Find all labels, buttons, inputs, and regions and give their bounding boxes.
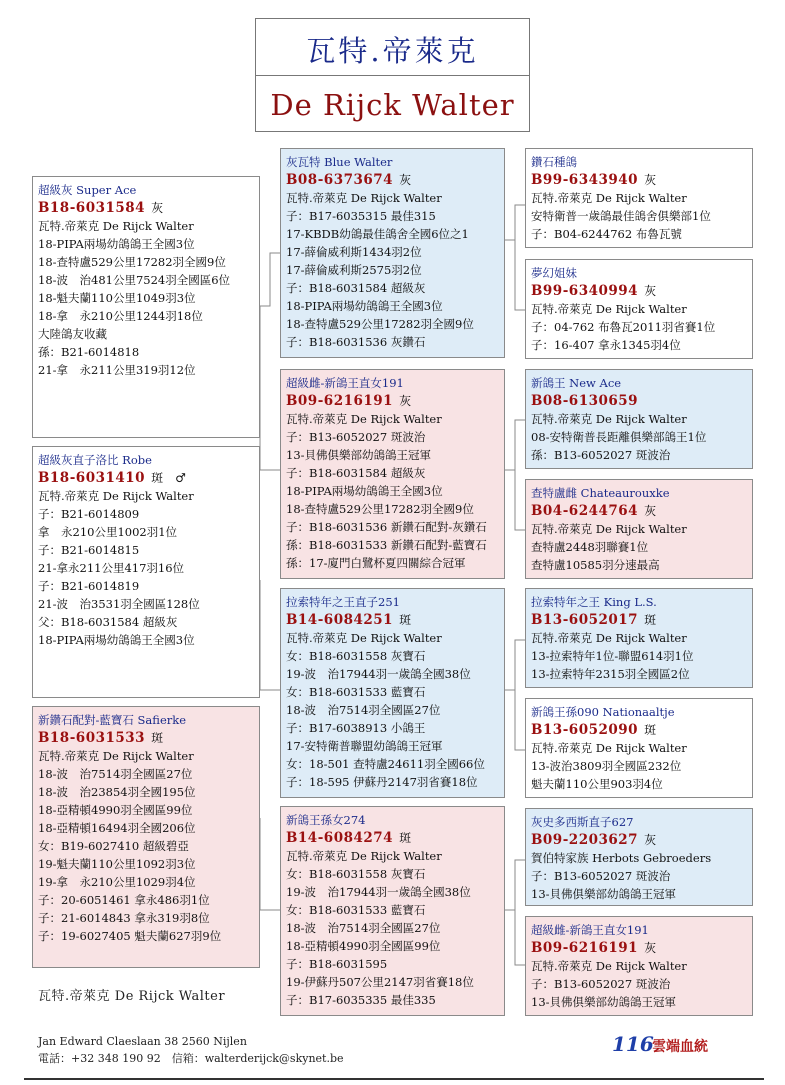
- card-ring-number: B13-6052017: [531, 612, 639, 628]
- pedigree-card-ggm-3: [525, 698, 753, 798]
- card-line: 17-KBDB幼鴿最佳鴿舍全國6位之1: [286, 227, 469, 241]
- card-line: 13-貝佛俱樂部幼鴿鴿王冠軍: [531, 995, 677, 1009]
- card-line: 08-安特衛普長距離俱樂部鴿王1位: [531, 430, 707, 444]
- card-ring-number: B09-6216191: [286, 393, 394, 409]
- pedigree-card-grandfather-paternal: [280, 148, 505, 358]
- card-pigeon-name: 夢幻姐妹: [531, 266, 577, 280]
- title-chinese: 瓦特.帝萊克: [256, 27, 529, 76]
- card-pigeon-name: 拉索特年之王直子251: [286, 595, 400, 609]
- card-pigeon-name: 超級雌-新鴿王直女191: [531, 923, 649, 937]
- card-color: 灰: [644, 173, 657, 187]
- card-line: 查特盧2448羽聯賽1位: [531, 540, 649, 554]
- card-color: 斑 ♂: [151, 471, 186, 485]
- card-line: 子：21-6014843 拿永319羽8位: [38, 911, 210, 925]
- card-line: 子：B17-6038913 小鴿王: [286, 721, 426, 735]
- card-line: 孫：17-廈門白鷺杯夏四關綜合冠軍: [286, 556, 466, 570]
- card-line: 子：B18-6031584 超級灰: [286, 281, 426, 295]
- pedigree-card-ggm-1: [525, 259, 753, 359]
- footer-breeder-name: 瓦特.帝萊克 De Rijck Walter: [38, 989, 226, 1004]
- card-line: 子：20-6051461 拿永486羽1位: [38, 893, 210, 907]
- card-pigeon-name: 新鴿王 New Ace: [531, 376, 622, 390]
- card-line: 18-PIPA兩場幼鴿鴿王全國3位: [38, 237, 195, 251]
- card-ring-number: B09-6216191: [531, 940, 639, 956]
- card-pigeon-name: 拉索特年之王 King L.S.: [531, 595, 657, 609]
- card-line: 子：B18-6031536 新鑽石配對-灰鑽石: [286, 520, 487, 534]
- card-line: 子：16-407 拿永1345羽4位: [531, 338, 681, 352]
- pedigree-card-ggf-4: [525, 808, 753, 906]
- card-pigeon-name: 灰史多西斯直子627: [531, 815, 634, 829]
- pedigree-card-subject: [32, 446, 260, 698]
- pedigree-card-subject-father: [32, 176, 260, 438]
- card-line: 18-查特盧529公里17282羽全國9位: [38, 255, 226, 269]
- card-line: 13-拉索特年1位-聯盟614羽1位: [531, 649, 694, 663]
- card-pigeon-name: 超級灰直子洛比 Robe: [38, 453, 152, 467]
- card-line: 21-波 治3531羽全國區128位: [38, 597, 200, 611]
- card-ring-number: B08-6130659: [531, 393, 639, 409]
- card-line: 18-查特盧529公里17282羽全國9位: [286, 502, 474, 516]
- card-line: 賀伯特家族 Herbots Gebroeders: [531, 851, 712, 865]
- card-color: 斑: [644, 613, 657, 627]
- card-line: 瓦特.帝萊克 De Rijck Walter: [286, 191, 442, 205]
- card-color: 灰: [644, 504, 657, 518]
- pedigree-card-ggm-2: [525, 479, 753, 579]
- card-color: 斑: [644, 723, 657, 737]
- card-line: 18-亞精頓16494羽全國206位: [38, 821, 196, 835]
- card-line: 大陸鴿友收藏: [38, 327, 107, 341]
- card-pigeon-name: 新鴿王孫女274: [286, 813, 366, 827]
- card-line: 瓦特.帝萊克 De Rijck Walter: [531, 191, 687, 205]
- card-line: 18-查特盧529公里17282羽全國9位: [286, 317, 474, 331]
- card-color: 灰: [399, 173, 412, 187]
- card-line: 18-波 治7514羽全國區27位: [38, 767, 193, 781]
- card-ring-number: B14-6084274: [286, 830, 394, 846]
- card-pigeon-name: 鑽石種鴿: [531, 155, 577, 169]
- card-line: 瓦特.帝萊克 De Rijck Walter: [531, 522, 687, 536]
- card-line: 子：B13-6052027 斑波治: [286, 430, 426, 444]
- pedigree-card-grandfather-maternal: [280, 588, 505, 798]
- card-line: 17-薛倫威利斯2575羽2位: [286, 263, 422, 277]
- card-line: 瓦特.帝萊克 De Rijck Walter: [286, 631, 442, 645]
- card-color: 斑: [151, 731, 164, 745]
- card-line: 瓦特.帝萊克 De Rijck Walter: [38, 219, 194, 233]
- card-line: 子：B13-6052027 斑波治: [531, 977, 671, 991]
- card-line: 18-PIPA兩場幼鴿鴿王全國3位: [38, 633, 195, 647]
- card-line: 瓦特.帝萊克 De Rijck Walter: [286, 849, 442, 863]
- card-line: 孫：B13-6052027 斑波治: [531, 448, 671, 462]
- card-line: 17-安特衛普聯盟幼鴿鴿王冠軍: [286, 739, 443, 753]
- pedigree-card-grandmother-maternal: [280, 806, 505, 1016]
- card-line: 子：B17-6035315 最佳315: [286, 209, 436, 223]
- card-line: 18-亞精頓4990羽全國區99位: [286, 939, 441, 953]
- card-line: 子：B21-6014809: [38, 507, 140, 521]
- card-line: 19-伊蘇丹507公里2147羽省賽18位: [286, 975, 474, 989]
- card-pigeon-name: 超級雌-新鴿王直女191: [286, 376, 404, 390]
- card-line: 瓦特.帝萊克 De Rijck Walter: [531, 302, 687, 316]
- card-line: 18-波 治23854羽全國195位: [38, 785, 196, 799]
- card-line: 魁夫蘭110公里903羽4位: [531, 777, 663, 791]
- card-line: 安特衛普一歲鴿最佳鴿舍俱樂部1位: [531, 209, 711, 223]
- card-line: 瓦特.帝萊克 De Rijck Walter: [38, 489, 194, 503]
- card-line: 子：B18-6031584 超級灰: [286, 466, 426, 480]
- card-line: 女：B18-6031533 藍寶石: [286, 685, 426, 699]
- card-color: 灰: [644, 833, 657, 847]
- card-line: 13-貝佛俱樂部幼鴿鴿王冠軍: [286, 448, 432, 462]
- card-line: 18-魁夫蘭110公里1049羽3位: [38, 291, 196, 305]
- card-line: 拿 永210公里1002羽1位: [38, 525, 178, 539]
- card-pigeon-name: 超級灰 Super Ace: [38, 183, 137, 197]
- card-line: 孫：B21-6014818: [38, 345, 140, 359]
- logo-text: 雲端血統: [652, 1039, 708, 1055]
- card-ring-number: B09-2203627: [531, 832, 639, 848]
- card-line: 女：B18-6031533 藍寶石: [286, 903, 426, 917]
- title-english: De Rijck Walter: [270, 88, 515, 122]
- card-line: 13-拉索特年2315羽全國區2位: [531, 667, 690, 681]
- footer-contact: [38, 1033, 344, 1067]
- card-line: 18-波 治481公里7524羽全國區6位: [38, 273, 231, 287]
- card-line: 13-貝佛俱樂部幼鴿鴿王冠軍: [531, 887, 677, 901]
- card-line: 子：B21-6014819: [38, 579, 140, 593]
- card-line: 18-波 治7514羽全國區27位: [286, 921, 441, 935]
- card-line: 女：18-501 查特盧24611羽全國66位: [286, 757, 485, 771]
- card-ring-number: B04-6244764: [531, 503, 639, 519]
- card-line: 女：B18-6031558 灰寶石: [286, 867, 426, 881]
- card-line: 子：B13-6052027 斑波治: [531, 869, 671, 883]
- card-pigeon-name: 新鑽石配對-藍寶石 Safierke: [38, 713, 187, 727]
- card-pigeon-name: 查特盧雌 Chateaurouxke: [531, 486, 670, 500]
- card-line: 父：B18-6031584 超級灰: [38, 615, 178, 629]
- card-line: 19-波 治17944羽一歲鴿全國38位: [286, 885, 471, 899]
- card-line: 18-波 治7514羽全國區27位: [286, 703, 441, 717]
- pedigree-card-grandmother-paternal: [280, 369, 505, 579]
- card-ring-number: B99-6343940: [531, 172, 639, 188]
- card-line: 13-波治3809羽全國區232位: [531, 759, 682, 773]
- card-ring-number: B08-6373674: [286, 172, 394, 188]
- pedigree-card-subject-mother: [32, 706, 260, 968]
- card-line: 18-PIPA兩場幼鴿鴿王全國3位: [286, 299, 443, 313]
- card-ring-number: B18-6031533: [38, 730, 146, 746]
- card-ring-number: B13-6052090: [531, 722, 639, 738]
- card-color: 灰: [151, 201, 164, 215]
- card-line: 瓦特.帝萊克 De Rijck Walter: [531, 959, 687, 973]
- card-line: 子：19-6027405 魁夫蘭627羽9位: [38, 929, 222, 943]
- pedigree-card-ggf-1: [525, 148, 753, 248]
- footer-address: Jan Edward Claeslaan 38 2560 Nijlen: [38, 1035, 247, 1048]
- card-color: 斑: [399, 831, 412, 845]
- card-line: 21-拿 永211公里319羽12位: [38, 363, 196, 377]
- card-color: 灰: [399, 394, 412, 408]
- card-line: 19-拿 永210公里1029羽4位: [38, 875, 196, 889]
- card-line: 孫：B18-6031533 新鑽石配對-藍寶石: [286, 538, 487, 552]
- card-line: 瓦特.帝萊克 De Rijck Walter: [38, 749, 194, 763]
- card-line: 瓦特.帝萊克 De Rijck Walter: [531, 412, 687, 426]
- card-line: 19-波 治17944羽一歲鴿全國38位: [286, 667, 471, 681]
- card-line: 女：B18-6031558 灰寶石: [286, 649, 426, 663]
- card-line: 18-拿 永210公里1244羽18位: [38, 309, 203, 323]
- card-line: 19-魁夫蘭110公里1092羽3位: [38, 857, 196, 871]
- card-color: 灰: [644, 941, 657, 955]
- card-line: 子：18-595 伊蘇丹2147羽省賽18位: [286, 775, 478, 789]
- card-ring-number: B18-6031584: [38, 200, 146, 216]
- card-line: 18-亞精頓4990羽全國區99位: [38, 803, 193, 817]
- card-line: 子：B04-6244762 布魯瓦號: [531, 227, 682, 241]
- card-line: 瓦特.帝萊克 De Rijck Walter: [531, 631, 687, 645]
- card-line: 瓦特.帝萊克 De Rijck Walter: [531, 741, 687, 755]
- card-line: 查特盧10585羽分速最高: [531, 558, 660, 572]
- card-color: 斑: [399, 613, 412, 627]
- pedigree-card-ggf-3: [525, 588, 753, 688]
- card-line: 18-PIPA兩場幼鴿鴿王全國3位: [286, 484, 443, 498]
- card-line: 21-拿永211公里417羽16位: [38, 561, 185, 575]
- card-pigeon-name: 新鴿王孫090 Nationaaltje: [531, 705, 675, 719]
- logo-number: 116: [612, 1032, 654, 1056]
- footer-divider: [24, 1078, 764, 1080]
- pedigree-card-ggm-4: [525, 916, 753, 1016]
- card-ring-number: B18-6031410: [38, 470, 146, 486]
- card-line: 子：B21-6014815: [38, 543, 140, 557]
- card-line: 女：B19-6027410 超級碧亞: [38, 839, 189, 853]
- card-ring-number: B99-6340994: [531, 283, 639, 299]
- card-line: 子：04-762 布魯瓦2011羽省賽1位: [531, 320, 716, 334]
- footer-phone-email: 電話：+32 348 190 92 信箱：walterderijck@skynet.be: [38, 1052, 344, 1065]
- card-line: 子：B17-6035335 最佳335: [286, 993, 436, 1007]
- card-color: 灰: [644, 284, 657, 298]
- pedigree-card-ggf-2: [525, 369, 753, 469]
- card-line: 子：B18-6031595: [286, 957, 388, 971]
- card-line: 17-薛倫威利斯1434羽2位: [286, 245, 422, 259]
- card-line: 子：B18-6031536 灰鑽石: [286, 335, 426, 349]
- card-line: 瓦特.帝萊克 De Rijck Walter: [286, 412, 442, 426]
- card-pigeon-name: 灰瓦特 Blue Walter: [286, 155, 393, 169]
- card-ring-number: B14-6084251: [286, 612, 394, 628]
